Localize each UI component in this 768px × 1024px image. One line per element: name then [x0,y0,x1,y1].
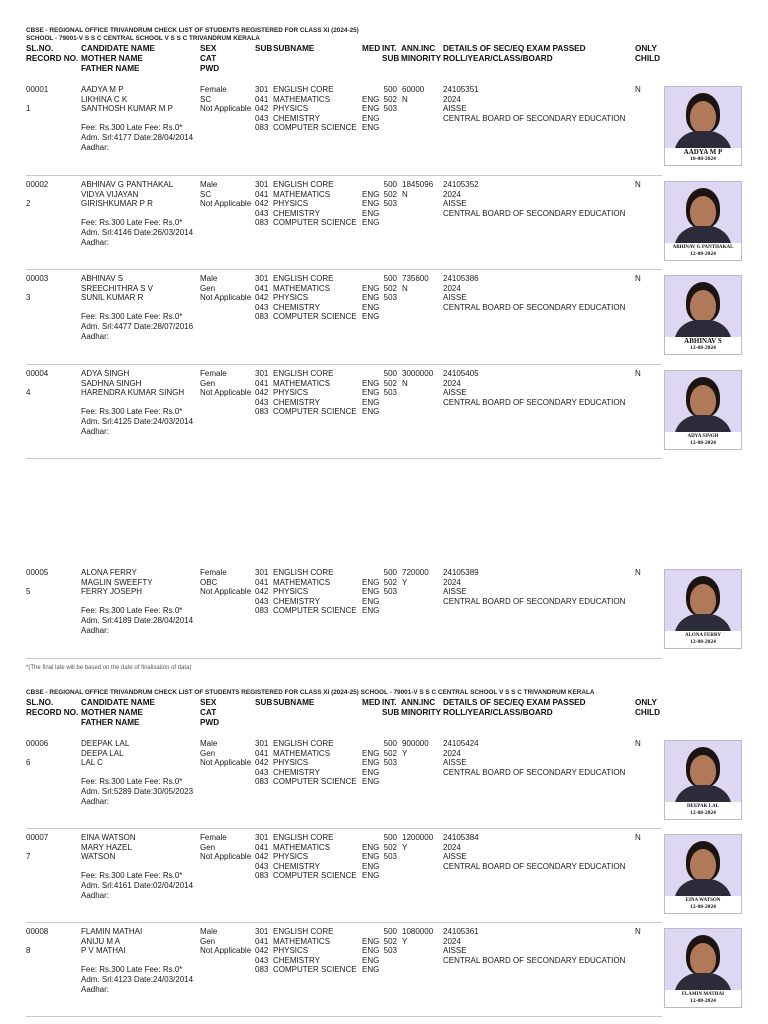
subject-names: ENGLISH CORE MATHEMATICS PHYSICS CHEMISTRY COMPUTER SCIENCE [273,180,357,228]
face-shape [690,943,716,975]
subject-codes: 301 041 042 043 083 [255,739,269,787]
photo-caption [665,802,741,819]
photo-date: 12-08-2024 [690,810,716,816]
photo-date: 12-08-2024 [690,345,716,351]
student-record [0,927,768,1019]
annual-income: 720000 Y [402,568,429,587]
face-shape [690,584,716,616]
int-sub: 500 502 503 [383,85,397,114]
table-header-1 [0,44,768,84]
row-divider [26,922,662,923]
subject-codes: 301 041 042 043 083 [255,180,269,228]
row-divider [26,364,662,365]
annual-income: 1200000 Y [402,833,434,852]
photo-caption [665,337,741,354]
face-shape [690,101,716,133]
page-title-line-2: SCHOOL - 79001-V S S C CENTRAL SCHOOL V S S C TRIVANDRUM KERALA [26,35,260,42]
photo-name: AADYA M P [683,148,723,156]
subject-codes: 301 041 042 043 083 [255,927,269,975]
header-sex: SEX CAT PWD [200,698,220,728]
candidate-info: DEEPAK LAL DEEPA LAL LAL C Fee: Rs.300 Late Fee: Rs.0* Adm. Srl:5289 Date:30/05/2023 Aadhar: [81,739,194,806]
only-child: N [635,833,641,842]
photo-caption [665,432,741,449]
record-no: 2 [26,199,31,209]
student-record [0,369,768,461]
subject-names: ENGLISH CORE MATHEMATICS PHYSICS CHEMISTRY COMPUTER SCIENCE [273,739,357,787]
annual-income: 1845096 N [402,180,434,199]
row-divider [26,175,662,176]
candidate-info: AADYA M P LIKHINA C K SANTHOSH KUMAR M P Fee: Rs.300 Late Fee: Rs.0* Adm. Srl:4177 Date:28/04/2014 Aadhar: [81,85,194,152]
student-photo [664,834,742,914]
subject-codes: 301 041 042 043 083 [255,369,269,417]
photo-name: EINA WATSON [685,898,721,903]
medium: ENG ENG ENG ENG [362,283,380,322]
header-ann: ANN.INC MINORITY [401,698,442,718]
record-no: 3 [26,293,31,303]
record-no: 5 [26,587,31,597]
photo-date: 12-08-2024 [690,998,716,1004]
photo-date: 12-08-2024 [690,251,716,257]
sex-cat-pwd: Female Gen Not Applicable [200,369,252,398]
face-shape [690,849,716,881]
medium: ENG ENG ENG ENG [362,936,380,975]
int-sub: 500 502 503 [383,180,397,209]
candidate-info: FLAMIN MATHAI ANIJU M A P V MATHAI Fee: Rs.300 Late Fee: Rs.0* Adm. Srl:4123 Date:24/03/2014 Aadhar: [81,927,194,994]
sex-cat-pwd: Female OBC Not Applicable [200,568,252,597]
exam-details: 24105352 2024 AISSE CENTRAL BOARD OF SECONDARY EDUCATION [443,180,626,218]
photo-name: ALONA FERRY [684,633,722,638]
record-no: 4 [26,388,31,398]
header-subname: SUBNAME [273,698,315,707]
row-divider [26,458,662,459]
int-sub: 500 502 503 [383,833,397,862]
annual-income: 900000 Y [402,739,429,758]
header-slno: SL.NO. RECORD NO. [26,44,79,64]
header-int: INT. SUB [382,698,400,718]
photo-date: 12-08-2024 [690,639,716,645]
photo-name: FLAMIN MATHAI [681,992,725,997]
subject-names: ENGLISH CORE MATHEMATICS PHYSICS CHEMISTRY COMPUTER SCIENCE [273,369,357,417]
student-photo [664,370,742,450]
header-only-child: ONLY CHILD [635,44,661,64]
photo-date: 12-08-2024 [690,904,716,910]
photo-date: 10-08-2024 [690,156,716,162]
subject-codes: 301 041 042 043 083 [255,85,269,133]
medium: ENG ENG ENG ENG [362,378,380,417]
sex-cat-pwd: Female Gen Not Applicable [200,833,252,862]
photo-name: ABHINAV G PANTHAKAL [672,245,734,250]
medium: ENG ENG ENG ENG [362,842,380,881]
photo-name: ADYA SINGH [687,434,719,439]
exam-details: 24105361 2024 AISSE CENTRAL BOARD OF SECONDARY EDUCATION [443,927,626,965]
sl-no: 00002 [26,180,49,189]
sex-cat-pwd: Female SC Not Applicable [200,85,252,114]
exam-details: 24105384 2024 AISSE CENTRAL BOARD OF SECONDARY EDUCATION [443,833,626,871]
sl-no: 00004 [26,369,49,378]
page-title-line-1: CBSE - REGIONAL OFFICE TRIVANDRUM CHECK LIST OF STUDENTS REGISTERED FOR CLASS XI (2024-25) [26,27,359,34]
only-child: N [635,927,641,936]
photo-date: 12-08-2024 [690,440,716,446]
row-divider [26,1016,662,1017]
sex-cat-pwd: Male Gen Not Applicable [200,927,252,956]
only-child: N [635,369,641,378]
subject-names: ENGLISH CORE MATHEMATICS PHYSICS CHEMISTRY COMPUTER SCIENCE [273,568,357,616]
medium: ENG ENG ENG ENG [362,577,380,616]
sex-cat-pwd: Male SC Not Applicable [200,180,252,209]
header-sub: SUB [255,44,273,53]
face-shape [690,755,716,787]
photo-caption [665,148,741,165]
subject-codes: 301 041 042 043 083 [255,568,269,616]
exam-details: 24105389 2024 AISSE CENTRAL BOARD OF SECONDARY EDUCATION [443,568,626,606]
header-only-child: ONLY CHILD [635,698,661,718]
record-no: 1 [26,104,31,114]
sl-no: 00001 [26,85,49,94]
exam-details: 24105351 2024 AISSE CENTRAL BOARD OF SECONDARY EDUCATION [443,85,626,123]
student-photo [664,275,742,355]
annual-income: 1080000 Y [402,927,434,946]
annual-income: 735600 N [402,274,429,293]
student-photo [664,928,742,1008]
only-child: N [635,85,641,94]
int-sub: 500 502 503 [383,739,397,768]
student-record [0,833,768,925]
annual-income: 3000000 N [402,369,434,388]
header-candidate: CANDIDATE NAME MOTHER NAME FATHER NAME [81,44,155,74]
medium: ENG ENG ENG ENG [362,748,380,787]
candidate-info: EINA WATSON MARY HAZEL WATSON Fee: Rs.300 Late Fee: Rs.0* Adm. Srl:4161 Date:02/04/2014 Aadhar: [81,833,194,900]
candidate-info: ABHINAV G PANTHAKAL VIDYA VIJAYAN GIRISHKUMAR P R Fee: Rs.300 Late Fee: Rs.0* Adm. Srl:4146 Date:26/03/2014 Aadhar: [81,180,194,247]
candidate-info: ADYA SINGH SADHNA SINGH HARENDRA KUMAR SINGH Fee: Rs.300 Late Fee: Rs.0* Adm. Srl:4125 Date:24/03/2014 Aadhar: [81,369,194,436]
int-sub: 500 502 503 [383,568,397,597]
header-int: INT. SUB [382,44,400,64]
photo-name: ABHINAV S [684,337,722,345]
record-no: 8 [26,946,31,956]
header-sex: SEX CAT PWD [200,44,220,74]
table-header-2 [0,698,768,738]
header-ann: ANN.INC MINORITY [401,44,442,64]
subject-codes: 301 041 042 043 083 [255,833,269,881]
student-record [0,739,768,831]
row-divider [26,269,662,270]
candidate-info: ALONA FERRY MAGLIN SWEEFTY FERRY JOSEPH Fee: Rs.300 Late Fee: Rs.0* Adm. Srl:4189 Date:28/04/2014 Aadhar: [81,568,194,635]
exam-details: 24105405 2024 AISSE CENTRAL BOARD OF SECONDARY EDUCATION [443,369,626,407]
sl-no: 00003 [26,274,49,283]
row-divider [26,828,662,829]
face-shape [690,290,716,322]
record-no: 7 [26,852,31,862]
only-child: N [635,739,641,748]
header-subname: SUBNAME [273,44,315,53]
sl-no: 00006 [26,739,49,748]
header-med: MED [362,44,381,53]
int-sub: 500 502 503 [383,927,397,956]
photo-caption [665,631,741,648]
only-child: N [635,274,641,283]
page-title: CBSE - REGIONAL OFFICE TRIVANDRUM CHECK LIST OF STUDENTS REGISTERED FOR CLASS XI (2024-25) SCHOOL - 79001-V S S C CENTRAL SCHOOL V S S C TRIVANDRUM KERALA [26,689,595,696]
sex-cat-pwd: Male Gen Not Applicable [200,274,252,303]
header-sub: SUB [255,698,273,707]
record-no: 6 [26,758,31,768]
student-photo [664,569,742,649]
sl-no: 00007 [26,833,49,842]
sl-no: 00005 [26,568,49,577]
only-child: N [635,568,641,577]
subject-names: ENGLISH CORE MATHEMATICS PHYSICS CHEMISTRY COMPUTER SCIENCE [273,274,357,322]
medium: ENG ENG ENG ENG [362,94,380,133]
subject-names: ENGLISH CORE MATHEMATICS PHYSICS CHEMISTRY COMPUTER SCIENCE [273,85,357,133]
sl-no: 00008 [26,927,49,936]
photo-caption [665,243,741,260]
header-details: DETAILS OF SEC/EQ EXAM PASSED ROLL/YEAR/CLASS/BOARD [443,698,586,718]
student-photo [664,181,742,261]
header-details: DETAILS OF SEC/EQ EXAM PASSED ROLL/YEAR/CLASS/BOARD [443,44,586,64]
face-shape [690,196,716,228]
student-record [0,568,768,660]
only-child: N [635,180,641,189]
student-record [0,85,768,177]
face-shape [690,385,716,417]
header-slno: SL.NO. RECORD NO. [26,698,79,718]
row-divider [26,658,662,659]
photo-caption [665,896,741,913]
footnote: *(The final late will be based on the date of finalisation of data) [26,665,192,671]
sex-cat-pwd: Male Gen Not Applicable [200,739,252,768]
header-candidate: CANDIDATE NAME MOTHER NAME FATHER NAME [81,698,155,728]
photo-caption [665,990,741,1007]
student-photo [664,86,742,166]
int-sub: 500 502 503 [383,274,397,303]
annual-income: 60000 N [402,85,425,104]
student-record [0,274,768,366]
exam-details: 24105386 2024 AISSE CENTRAL BOARD OF SECONDARY EDUCATION [443,274,626,312]
exam-details: 24105424 2024 AISSE CENTRAL BOARD OF SECONDARY EDUCATION [443,739,626,777]
candidate-info: ABHINAV S SREECHITHRA S V SUNIL KUMAR R Fee: Rs.300 Late Fee: Rs.0* Adm. Srl:4477 Date:28/07/2016 Aadhar: [81,274,194,341]
subject-codes: 301 041 042 043 083 [255,274,269,322]
subject-names: ENGLISH CORE MATHEMATICS PHYSICS CHEMISTRY COMPUTER SCIENCE [273,833,357,881]
int-sub: 500 502 503 [383,369,397,398]
student-record [0,180,768,272]
student-photo [664,740,742,820]
header-med: MED [362,698,381,707]
subject-names: ENGLISH CORE MATHEMATICS PHYSICS CHEMISTRY COMPUTER SCIENCE [273,927,357,975]
photo-name: DEEPAK LAL [687,804,719,809]
medium: ENG ENG ENG ENG [362,189,380,228]
